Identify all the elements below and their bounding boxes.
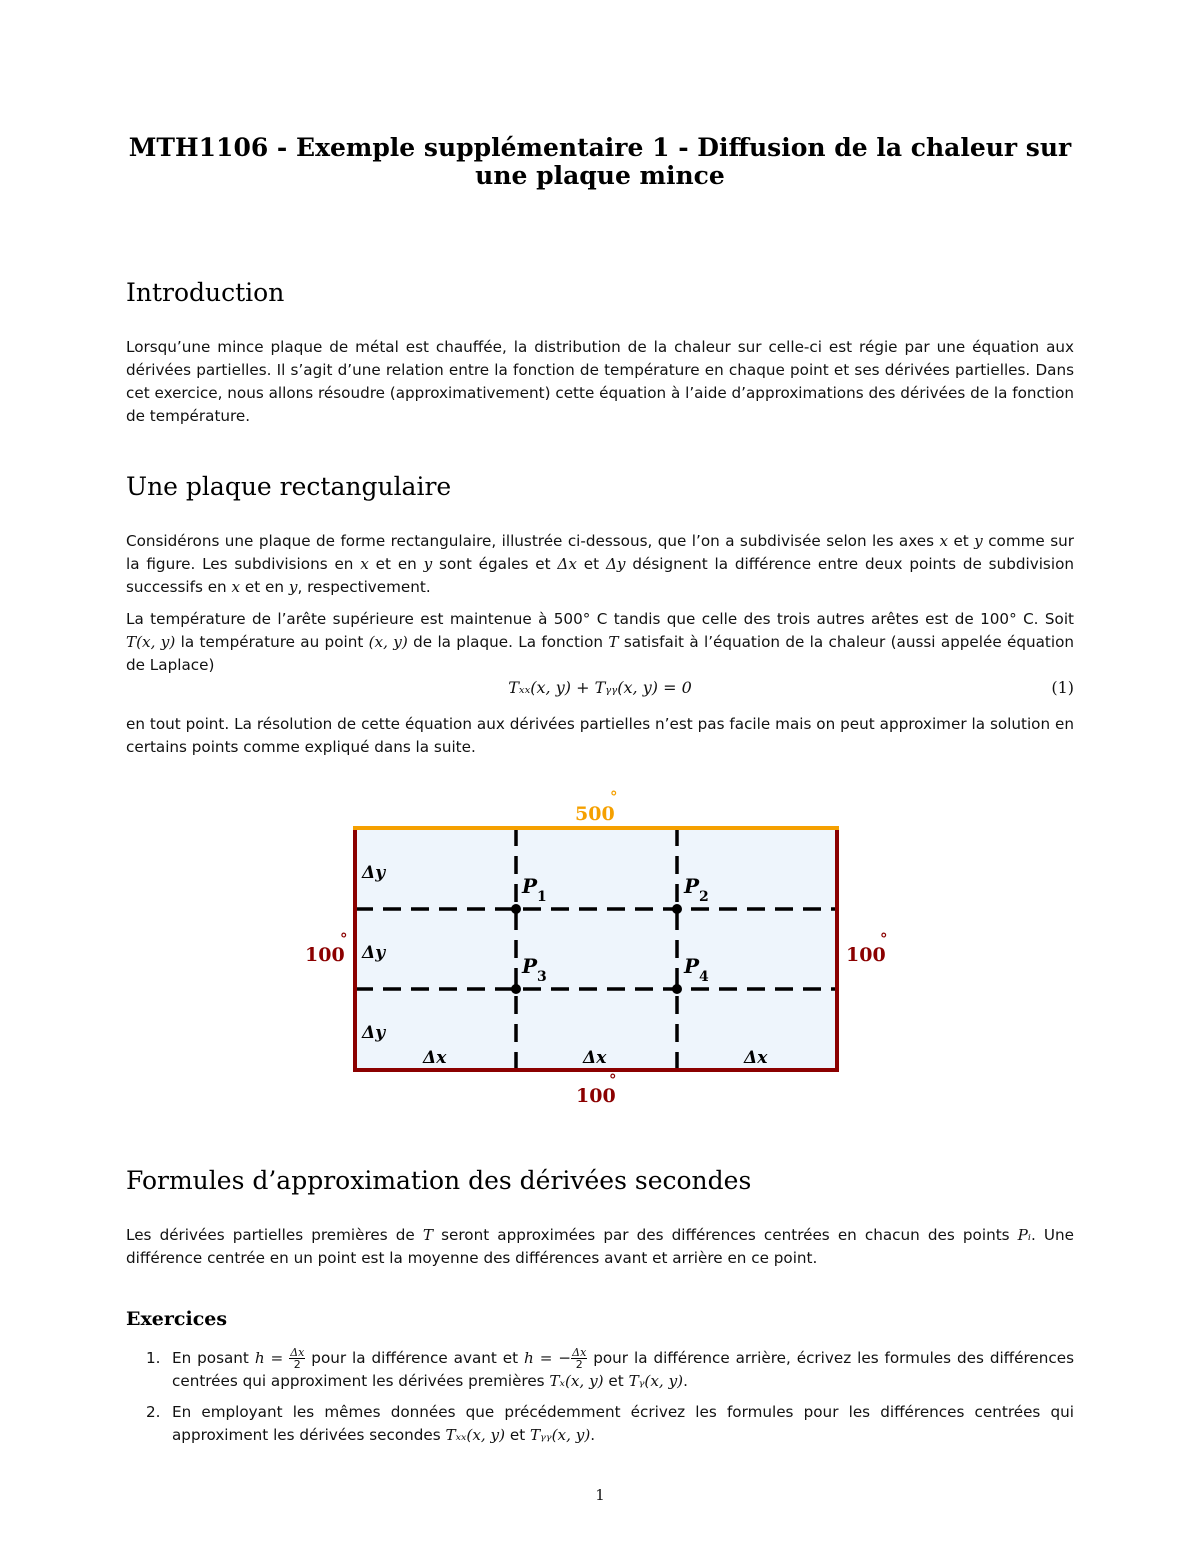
math-P-i: Pᵢ [1017, 1226, 1031, 1244]
text-span: La température de l’arête supérieure est maintenue à 500° C tandis que celle des trois autres arêtes est de 100° C. Soit [126, 610, 1074, 628]
text-span: désignent la différence entre deux points de subdivision successifs en [126, 555, 1074, 596]
point-P4-dot [672, 984, 682, 994]
top-temperature-label: 500 [575, 803, 615, 825]
exercise-item-1 [126, 1347, 1074, 1393]
text-span: Les dérivées partielles premières de [126, 1226, 423, 1244]
point-P4-label: P [684, 954, 700, 978]
text-span: . [590, 1426, 596, 1444]
math-x: x [939, 532, 949, 550]
text-span: sont égales et [432, 555, 558, 573]
point-P2-dot [672, 904, 682, 914]
text-span: et [505, 1426, 531, 1444]
title-line-1: MTH1106 - Exemple supplémentaire 1 - Diffusion de la chaleur sur [128, 133, 1072, 162]
intro-paragraph: Lorsqu’une mince plaque de métal est chauffée, la distribution de la chaleur sur celle-ci est régie par une équation aux dérivées partielles. Il s’agit d’une relation entre la fonction de température en chaque point et ses dérivées partielles. Dans cet exercice, nous allons résoudre (approximativement) cette équation à l’aide d’approximations des dérivées de la fonction de température. [126, 338, 1074, 425]
text-span: , respectivement. [297, 578, 431, 596]
bottom-temperature-degree: ° [609, 1071, 617, 1089]
fraction-numerator: Δx [290, 1346, 305, 1359]
plate-area [355, 828, 837, 1070]
fraction-dx-over-2 [289, 1347, 305, 1370]
plate-paragraph-1 [126, 530, 1074, 599]
delta-y-label-3: Δy [362, 1023, 386, 1043]
heading-formules: Formules d’approximation des dérivées secondes [126, 1166, 752, 1195]
text-span: pour la différence arrière, écrivez les formules des différences centrées qui approximent les dérivées premières [172, 1349, 1074, 1390]
text-span: et en [240, 578, 289, 596]
math-y: y [974, 532, 983, 550]
equation-body: Tₓₓ(x, y) + Tᵧᵧ(x, y) = 0 [508, 678, 692, 697]
text-span: En posant [172, 1349, 255, 1367]
math-h-equals-negative: h = − [524, 1349, 572, 1367]
left-temperature-label: 100 [305, 944, 345, 966]
point-P3-subscript: 3 [537, 969, 547, 985]
point-P3-dot [511, 984, 521, 994]
top-temperature-degree: ° [610, 788, 618, 806]
fraction-numerator: Δx [572, 1346, 587, 1359]
delta-y-label-1: Δy [362, 863, 386, 883]
point-P4-subscript: 4 [699, 969, 709, 985]
text-span: la température au point [175, 633, 369, 651]
math-T-of-xy: T(x, y) [126, 633, 176, 651]
text-span: et [948, 532, 975, 550]
left-temperature-degree: ° [340, 930, 348, 948]
delta-x-label-3: Δx [744, 1048, 768, 1068]
equation-number: (1) [1051, 678, 1074, 697]
right-temperature-degree: ° [880, 930, 888, 948]
fraction-denominator: 2 [293, 1358, 301, 1371]
math-T: T [608, 633, 619, 651]
math-h-equals: h = [254, 1349, 290, 1367]
math-delta-y: Δy [605, 555, 626, 573]
plate-paragraph-2 [126, 608, 1074, 677]
heading-plaque-rectangulaire: Une plaque rectangulaire [126, 472, 452, 501]
delta-x-label-2: Δx [583, 1048, 607, 1068]
delta-y-label-2: Δy [362, 943, 386, 963]
text-span: de la plaque. La fonction [407, 633, 609, 651]
text-span: Considérons une plaque de forme rectangulaire, illustrée ci-dessous, que l’on a subdivisée selon les axes [126, 532, 940, 550]
text-span: et en [368, 555, 424, 573]
math-T-x: Tₓ(x, y) [549, 1372, 604, 1390]
text-span: et [603, 1372, 629, 1390]
delta-x-label-1: Δx [423, 1048, 447, 1068]
page-number: 1 [595, 1486, 605, 1504]
math-x: x [360, 555, 369, 573]
text-span: pour la différence avant et [305, 1349, 525, 1367]
bottom-temperature-label: 100 [576, 1085, 616, 1107]
text-span: En employant les mêmes données que précédemment écrivez les formules pour les différences centrées qui approximent les dérivées secondes [172, 1403, 1074, 1444]
text-span: satisfait à l’équation de la chaleur (aussi appelée équation de Laplace) [126, 633, 1075, 674]
point-P3-label: P [522, 954, 538, 978]
math-delta-x: Δx [557, 555, 577, 573]
point-P1-dot [511, 904, 521, 914]
laplace-equation [126, 678, 1074, 702]
text-span: seront approximées par des différences centrées en chacun des points [433, 1226, 1018, 1244]
heading-introduction: Introduction [126, 278, 285, 307]
math-point-xy: (x, y) [368, 633, 408, 651]
formulas-paragraph [126, 1224, 1074, 1270]
exercise-list [126, 1347, 1074, 1455]
math-T: T [422, 1226, 434, 1244]
exercise-item-2 [126, 1401, 1074, 1447]
math-T-xx: Tₓₓ(x, y) [445, 1426, 506, 1444]
plate-figure [0, 780, 1200, 1120]
right-temperature-label: 100 [846, 944, 886, 966]
point-P2-subscript: 2 [699, 889, 709, 905]
text-span: . [683, 1372, 688, 1390]
plate-paragraph-3: en tout point. La résolution de cette équation aux dérivées partielles n’est pas facile mais on peut approximer la solution en certains points comme expliqué dans la suite. [126, 715, 1074, 756]
text-span: . Une différence centrée en un point est la moyenne des différences avant et arrière en ce point. [126, 1226, 1074, 1267]
text-span: et [576, 555, 606, 573]
fraction-denominator: 2 [575, 1358, 583, 1371]
text-span: comme sur la figure. Les subdivisions en [126, 532, 1074, 573]
fraction-dx-over-2 [571, 1347, 587, 1370]
title-line-2: une plaque mince [475, 161, 725, 190]
math-T-yy: Tᵧᵧ(x, y) [530, 1426, 591, 1444]
point-P1-subscript: 1 [537, 889, 547, 905]
exercise-number: 1. [146, 1349, 161, 1367]
exercise-number: 2. [146, 1403, 161, 1421]
point-P2-label: P [684, 874, 700, 898]
math-x: x [231, 578, 241, 596]
math-y: y [423, 555, 433, 573]
point-P1-label: P [522, 874, 538, 898]
math-T-y: Tᵧ(x, y) [628, 1372, 684, 1390]
math-y: y [288, 578, 298, 596]
heading-exercices: Exercices [126, 1308, 228, 1330]
document-title [126, 134, 1074, 190]
